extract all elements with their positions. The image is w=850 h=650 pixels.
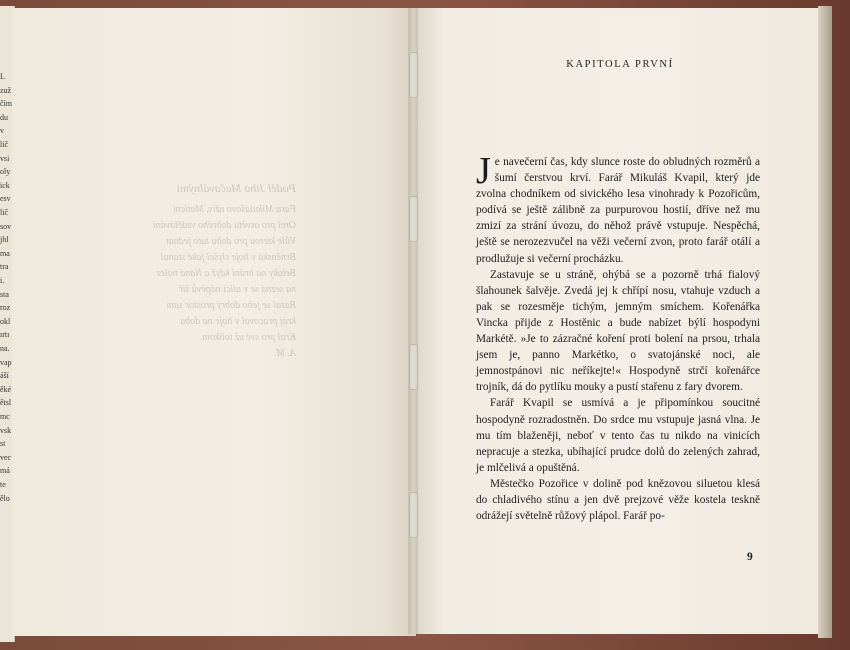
- edge-text-fragment: jhl: [0, 235, 9, 245]
- binding-stitch: [409, 196, 418, 242]
- edge-text-fragment: vsi: [0, 153, 10, 163]
- edge-text-fragment: tra: [0, 262, 9, 272]
- edge-text-fragment: ětsl: [0, 398, 12, 408]
- edge-text-fragment: ick: [0, 180, 10, 190]
- chapter-title: KAPITOLA PRVNÍ: [566, 59, 674, 70]
- page-number: 9: [747, 551, 753, 563]
- edge-text-fragment: st: [0, 439, 6, 449]
- book-gutter: [408, 8, 418, 634]
- edge-text-fragment: esv: [0, 194, 11, 204]
- edge-text-fragment: oly: [0, 167, 11, 177]
- edge-text-fragment: v: [0, 126, 4, 136]
- show-through-line: Beluky na hrání když a Naná nalez: [156, 268, 296, 279]
- edge-text-fragment: ırtı: [0, 330, 10, 340]
- show-through-line: kraj pracoval v hoje na dobu: [180, 316, 296, 327]
- edge-text-fragment: áší: [0, 371, 9, 381]
- show-through-line: Kral pro své už tolikom.: [199, 332, 296, 343]
- edge-text-fragment: na.: [0, 344, 10, 353]
- binding-stitch: [409, 492, 418, 538]
- edge-text-fragment: te: [0, 480, 6, 489]
- edge-text-fragment: mc: [0, 412, 10, 421]
- edge-text-fragment: ělo: [0, 493, 10, 503]
- show-through-line: Fara Mikulášovo uživ, Matícní: [172, 204, 296, 215]
- edge-text-fragment: L: [0, 72, 5, 81]
- binding-stitch: [409, 344, 418, 390]
- page-block-edge: [818, 6, 832, 638]
- drop-cap: J: [476, 150, 491, 192]
- paragraph: Je navečerní čas, kdy slunce roste do obludných rozměrů a šumí čerstvou krví. Farář Mikuláš Kvapil, který jde zvolna chodníkem od sivického lesa vinohrady k Pozořicům, podívá se ještě zálibně za purpurovou hostií, dříve než mu zmizí za strání úvozu, do něhož právě vstupuje. Nespěchá, ještě se nerozezvučel na věži večerní zvon, proto farář otálí a prodlužuje si večerní procházku.: [476, 150, 760, 265]
- edge-text-fragment: i.: [0, 276, 5, 285]
- show-through-line: na sezná se v ulici nápěvů šíř: [178, 284, 296, 295]
- paragraph: Zastavuje se u stráně, ohýbá se a pozorně trhá fialový šlahounek šalvěje. Zvedá jej k chřípí nosu, vtahuje vzduch a pak se rozesměje tichým, jemným smíchem. Kořenářka Vincka přijde z Hostěnic a bude nabízet býlí hospodyni Markétě. »Je to zázračné koření proti bolení na prsou, trhala jsem je, panno Markétko, o svatojánské noci, ale jemnostpánovi nic neříkejte!« Hospodyně strčí kořenářce trojník, dá do pytlíku mouky a pustí stařenu z fary dvorem.: [476, 268, 760, 394]
- show-through-title: Poděl Jiho Mečaválnými: [176, 181, 296, 195]
- paragraph: Farář Kvapil se usmívá a je připomínkou soucitné hospodyně rozradostněn. Do srdce mu vstupuje jasná vlna. Je mu tím blaženěji, neboť v tento čas tu nikdo na vinicích nepracuje a stezka, ubíhající prudce dolů do zelených zahrad, je mlčelivá a opuštěná.: [476, 397, 760, 474]
- edge-text-fragment: du: [0, 112, 8, 122]
- edge-text-fragment: sta: [0, 289, 9, 299]
- paragraph: Městečko Pozořice v dolině pod knězovou siluetou klesá do chladivého stínu a jen dvě prejzové věže kostela teskně odrážejí světelně růžový plápol. Farář po-: [476, 477, 760, 523]
- edge-text-fragment: sov: [0, 221, 12, 231]
- edge-text-fragment: ma: [0, 248, 10, 258]
- show-through-line: Brněnská v hoje slyšel jaké stanul: [160, 252, 296, 263]
- show-through-line: Razal se jeho dobrý prostor sam: [166, 300, 296, 311]
- binding-stitch: [409, 52, 418, 98]
- show-through-line: Vůle kterou pro dobu tuto jednat: [165, 236, 296, 247]
- edge-text-fragment: lič: [0, 208, 8, 217]
- edge-text-fragment: líč: [0, 140, 8, 149]
- edge-text-fragment: okl: [0, 316, 11, 326]
- edge-text-fragment: ěké: [0, 384, 12, 394]
- edge-text-fragment: vap: [0, 357, 12, 367]
- edge-text-fragment: vec: [0, 452, 12, 462]
- edge-text-fragment: vsk: [0, 425, 12, 435]
- show-through-line: Orel pro osvětu dobrého vzdělávání: [152, 220, 296, 231]
- edge-text-fragment: čím: [0, 99, 12, 109]
- edge-text-fragment: roz: [0, 303, 11, 313]
- show-through-line: A. M.: [274, 348, 296, 359]
- edge-text-fragment: má: [0, 466, 10, 476]
- edge-text-fragment: zuž: [0, 85, 12, 95]
- body-text: [476, 150, 760, 524]
- show-through-text: [76, 180, 296, 362]
